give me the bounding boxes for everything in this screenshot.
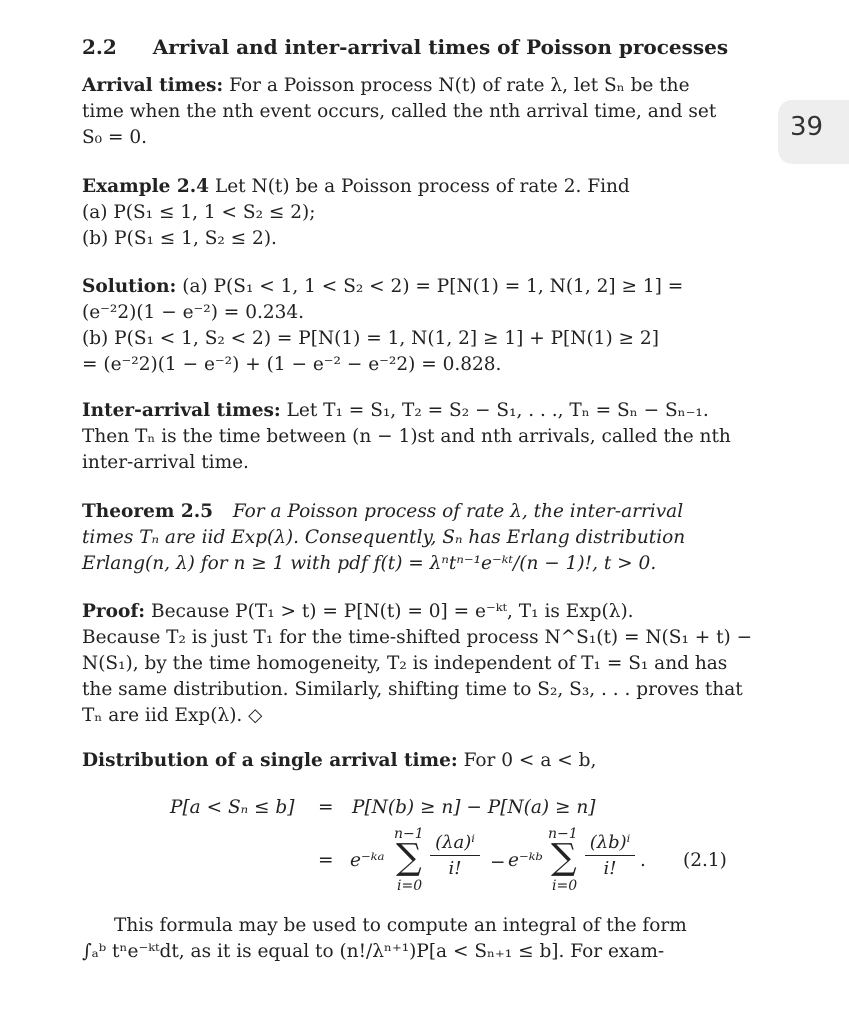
example-intro: Let N(t) be a Poisson process of rate 2. Find: [214, 176, 630, 197]
inter-arrival-text-1: Let T₁ = S₁, T₂ = S₂ − S₁, . . ., Tₙ = Sₙ − Sₙ₋₁.: [286, 400, 709, 421]
fraction-a-denominator: i!: [448, 858, 462, 879]
equation-exp-a: e⁻ᵏᵃ: [350, 850, 385, 871]
page-number: 39: [790, 112, 824, 142]
arrival-times-line-2: time when the nth event occurs, called the nth arrival time, and set: [82, 101, 717, 122]
fraction-a-numerator: (λa)ⁱ: [435, 832, 475, 853]
example-label: Example 2.4: [82, 176, 210, 197]
solution-line-2: (e⁻²2)(1 − e⁻²) = 0.234.: [82, 302, 305, 323]
arrival-times-text-1: For a Poisson process N(t) of rate λ, let Sₙ be the: [229, 75, 690, 96]
section-title: Arrival and inter-arrival times of Poisson processes: [152, 35, 729, 59]
example-part-a: (a) P(S₁ ≤ 1, 1 < S₂ ≤ 2);: [82, 202, 316, 223]
closing-line-1: This formula may be used to compute an integral of the form: [114, 915, 687, 936]
equation-exp-b: e⁻ᵏᵇ: [508, 850, 543, 871]
example-part-b: (b) P(S₁ ≤ 1, S₂ ≤ 2).: [82, 228, 277, 249]
proof-line-1: [82, 601, 634, 623]
proof-label: Proof:: [82, 601, 146, 622]
proof-line-5: Tₙ are iid Exp(λ). ◇: [82, 705, 263, 726]
solution-line-1: [82, 276, 683, 298]
sum-lower-b: i=0: [552, 878, 578, 894]
equation-period: .: [640, 850, 646, 871]
equation-lhs: P[a < Sₙ ≤ b]: [170, 797, 295, 818]
arrival-times-line-3: S₀ = 0.: [82, 127, 148, 148]
fraction-b: [585, 832, 635, 879]
distribution-label: Distribution of a single arrival time:: [82, 750, 458, 771]
arrival-times-line-1: [82, 75, 690, 97]
distribution-line: [82, 750, 596, 772]
arrival-times-label: Arrival times:: [82, 75, 224, 96]
example-line-1: [82, 176, 630, 198]
fraction-b-denominator: i!: [603, 858, 617, 879]
proof-line-2: Because T₂ is just T₁ for the time-shifted process N^S₁(t) = N(S₁ + t) −: [82, 627, 753, 648]
inter-arrival-line-1: [82, 400, 709, 422]
inter-arrival-line-2: Then Tₙ is the time between (n − 1)st and nth arrivals, called the nth: [82, 426, 731, 447]
inter-arrival-label: Inter-arrival times:: [82, 400, 281, 421]
theorem-label: Theorem 2.5: [82, 501, 214, 522]
theorem-text-1: For a Poisson process of rate λ, the inter-arrival: [232, 501, 684, 522]
proof-line-3: N(S₁), by the time homogeneity, T₂ is independent of T₁ = S₁ and has: [82, 653, 728, 674]
equation-label: (2.1): [683, 850, 727, 871]
fraction-a: [430, 832, 480, 879]
solution-label: Solution:: [82, 276, 177, 297]
distribution-text: For 0 < a < b,: [463, 750, 597, 771]
section-heading: [82, 36, 728, 58]
proof-text-1: Because P(T₁ > t) = P[N(t) = 0] = e⁻ᵏᵗ, T₁ is Exp(λ).: [151, 601, 634, 622]
sum-lower-a: i=0: [397, 878, 423, 894]
solution-line-3: (b) P(S₁ < 1, S₂ < 2) = P[N(1) = 1, N(1, 2] ≥ 1] + P[N(1) ≥ 2]: [82, 328, 659, 349]
sum-symbol-b: ∑: [551, 837, 577, 878]
fraction-b-numerator: (λb)ⁱ: [589, 832, 631, 853]
solution-text-1: (a) P(S₁ < 1, 1 < S₂ < 2) = P[N(1) = 1, N(1, 2] ≥ 1] =: [182, 276, 684, 297]
sum-symbol-a: ∑: [396, 837, 422, 878]
theorem-line-3: Erlang(n, λ) for n ≥ 1 with pdf f(t) = λⁿtⁿ⁻¹e⁻ᵏᵗ/(n − 1)!, t > 0.: [82, 553, 657, 574]
equation-rhs-1: P[N(b) ≥ n] − P[N(a) ≥ n]: [352, 797, 596, 818]
inter-arrival-line-3: inter-arrival time.: [82, 452, 249, 473]
sum-upper-a: n−1: [394, 826, 424, 842]
fraction-b-bar: [585, 855, 635, 856]
equation-equals-1: =: [318, 797, 334, 818]
proof-line-4: the same distribution. Similarly, shifting time to S₂, S₃, . . . proves that: [82, 679, 743, 700]
section-number: 2.2: [82, 35, 117, 59]
sum-upper-b: n−1: [548, 826, 578, 842]
closing-line-2: ∫ₐᵇ tⁿe⁻ᵏᵗdt, as it is equal to (n!/λⁿ⁺¹)P[a < Sₙ₊₁ ≤ b]. For exam-: [82, 941, 665, 962]
equation-minus: −: [490, 852, 506, 873]
equation-equals-2: =: [318, 850, 334, 871]
theorem-line-2: times Tₙ are iid Exp(λ). Consequently, Sₙ has Erlang distribution: [82, 527, 686, 548]
solution-line-4: = (e⁻²2)(1 − e⁻²) + (1 − e⁻² − e⁻²2) = 0.828.: [82, 354, 502, 375]
theorem-line-1: [82, 501, 683, 523]
fraction-a-bar: [430, 855, 480, 856]
